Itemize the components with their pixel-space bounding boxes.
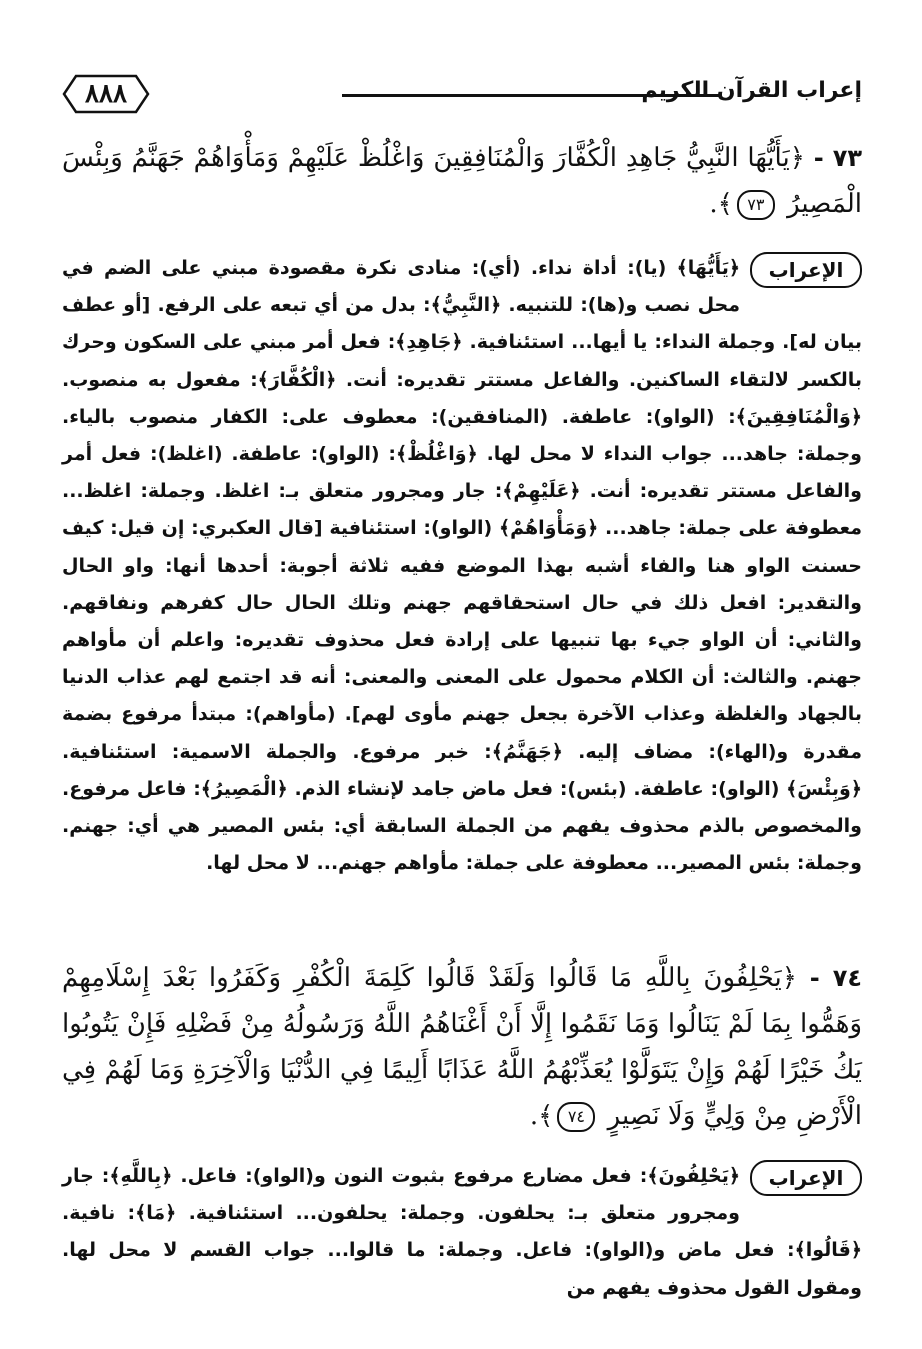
irab-section-73 xyxy=(62,250,862,882)
page-number-frame xyxy=(62,72,150,116)
verse-end: ﴾. xyxy=(709,189,733,219)
verse-text: ﴿يَأَيُّهَا النَّبِيُّ جَاهِدِ الْكُفَّارَ وَالْمُنَافِقِينَ وَاغْلُظْ عَلَيْهِمْ وَمَأْوَاهُمْ جَهَنَّمُ وَبِئْسَ الْمَصِيرُ xyxy=(62,143,862,219)
page-number: ٨٨٨ xyxy=(85,79,127,109)
irab-text: ﴿يَحْلِفُونَ﴾: فعل مضارع مرفوع بثبوت النون و(الواو): فاعل. ﴿بِاللَّهِ﴾: جار ومجرور متعلق بـ: يحلفون. وجملة: يحلفون... استئنافية. ﴿مَا﴾: نافية. ﴿قَالُوا﴾: فعل ماض و(الواو): فاعل. وجملة: ما قالوا... جواب القسم لا محل لها. ومقول القول محذوف يفهم من xyxy=(62,1165,862,1299)
irab-label: الإعراب xyxy=(750,1160,862,1196)
irab-text: ﴿يَأَيُّهَا﴾ (يا): أداة نداء. (أي): منادى نكرة مقصودة مبني على الضم في محل نصب و(ها): للتنبيه. ﴿النَّبِيُّ﴾: بدل من أي تبعه على الرفع. [أو عطف بيان له]. وجملة النداء: يا أيها... استئنافية. ﴿جَاهِدِ﴾: فعل أمر مبني على السكون وحرك بالكسر لالتقاء الساكنين. والفاعل مستتر تقديره: أنت. ﴿الْكُفَّارَ﴾: مفعول به منصوب. ﴿وَالْمُنَافِقِينَ﴾: (الواو): عاطفة. (المنافقين): معطوف على: الكفار منصوب بالياء. وجملة: جاهد... جواب النداء لا محل لها. ﴿وَاغْلُظْ﴾: (الواو): عاطفة. (اغلظ): فعل أمر والفاعل مستتر تقديره: أنت. ﴿عَلَيْهِمْ﴾: جار ومجرور متعلق بـ: اغلظ. وجملة: اغلظ... معطوفة على جملة: جاهد... ﴿وَمَأْوَاهُمْ﴾ (الواو): استئنافية [قال العكبري: إن قيل: كيف حسنت الواو هنا والفاء أشبه بهذا الموضع ففيه ثلاثة أجوبة: أحدها أنها: واو الحال والتقدير: افعل ذلك في حال استحقاقهم جهنم وتلك الحال حال كفرهم ونفاقهم. والثاني: أن الواو جيء بها تنبيها على إرادة فعل محذوف تقديره: واعلم أن مأواهم جهنم. والثالث: أن الكلام محمول على المعنى والمعنى: أنه قد اجتمع لهم عذاب الدنيا بالجهاد والغلظة وعذاب الآخرة بجعل جهنم مأوى لهم]. (مأواهم): مبتدأ مرفوع بضمة مقدرة و(الهاء): مضاف إليه. ﴿جَهَنَّمُ﴾: خبر مرفوع. والجملة الاسمية: استئنافية. ﴿وَبِئْسَ﴾ (الواو): عاطفة. (بئس): فعل ماض جامد لإنشاء الذم. ﴿الْمَصِيرُ﴾: فاعل مرفوع. والمخصوص بالذم محذوف يفهم من الجملة السابقة أي: بئس المصير هي أي: جهنم. وجملة: بئس المصير... معطوفة على جملة: مأواهم جهنم... لا محل لها. xyxy=(62,257,862,875)
verse-number: ٧٣ - xyxy=(813,144,862,172)
irab-label: الإعراب xyxy=(750,252,862,288)
verse-text: ﴿يَحْلِفُونَ بِاللَّهِ مَا قَالُوا وَلَقَدْ قَالُوا كَلِمَةَ الْكُفْرِ وَكَفَرُوا بَعْدَ إِسْلَامِهِمْ وَهَمُّوا بِمَا لَمْ يَنَالُوا وَمَا نَقَمُوا إِلَّا أَنْ أَغْنَاهُمُ اللَّهُ وَرَسُولُهُ مِنْ فَضْلِهِ فَإِنْ يَتُوبُوا يَكُ خَيْرًا لَهُمْ وَإِنْ يَتَوَلَّوْا يُعَذِّبْهُمُ اللَّهُ عَذَابًا أَلِيمًا فِي الدُّنْيَا وَالْآخِرَةِ وَمَا لَهُمْ فِي الْأَرْضِ مِنْ وَلِيٍّ وَلَا نَصِيرٍ xyxy=(62,963,862,1131)
verse-73 xyxy=(62,135,862,227)
page-header xyxy=(62,72,862,120)
book-title: إعراب القرآن الكريم xyxy=(641,78,862,103)
verse-end: ﴾. xyxy=(529,1101,554,1131)
irab-section-74 xyxy=(62,1158,862,1307)
verse-74 xyxy=(62,955,862,1139)
verse-number: ٧٤ - xyxy=(809,964,862,992)
ayah-number-icon: ٧٤ xyxy=(557,1102,595,1132)
ayah-number-icon: ٧٣ xyxy=(737,190,775,220)
